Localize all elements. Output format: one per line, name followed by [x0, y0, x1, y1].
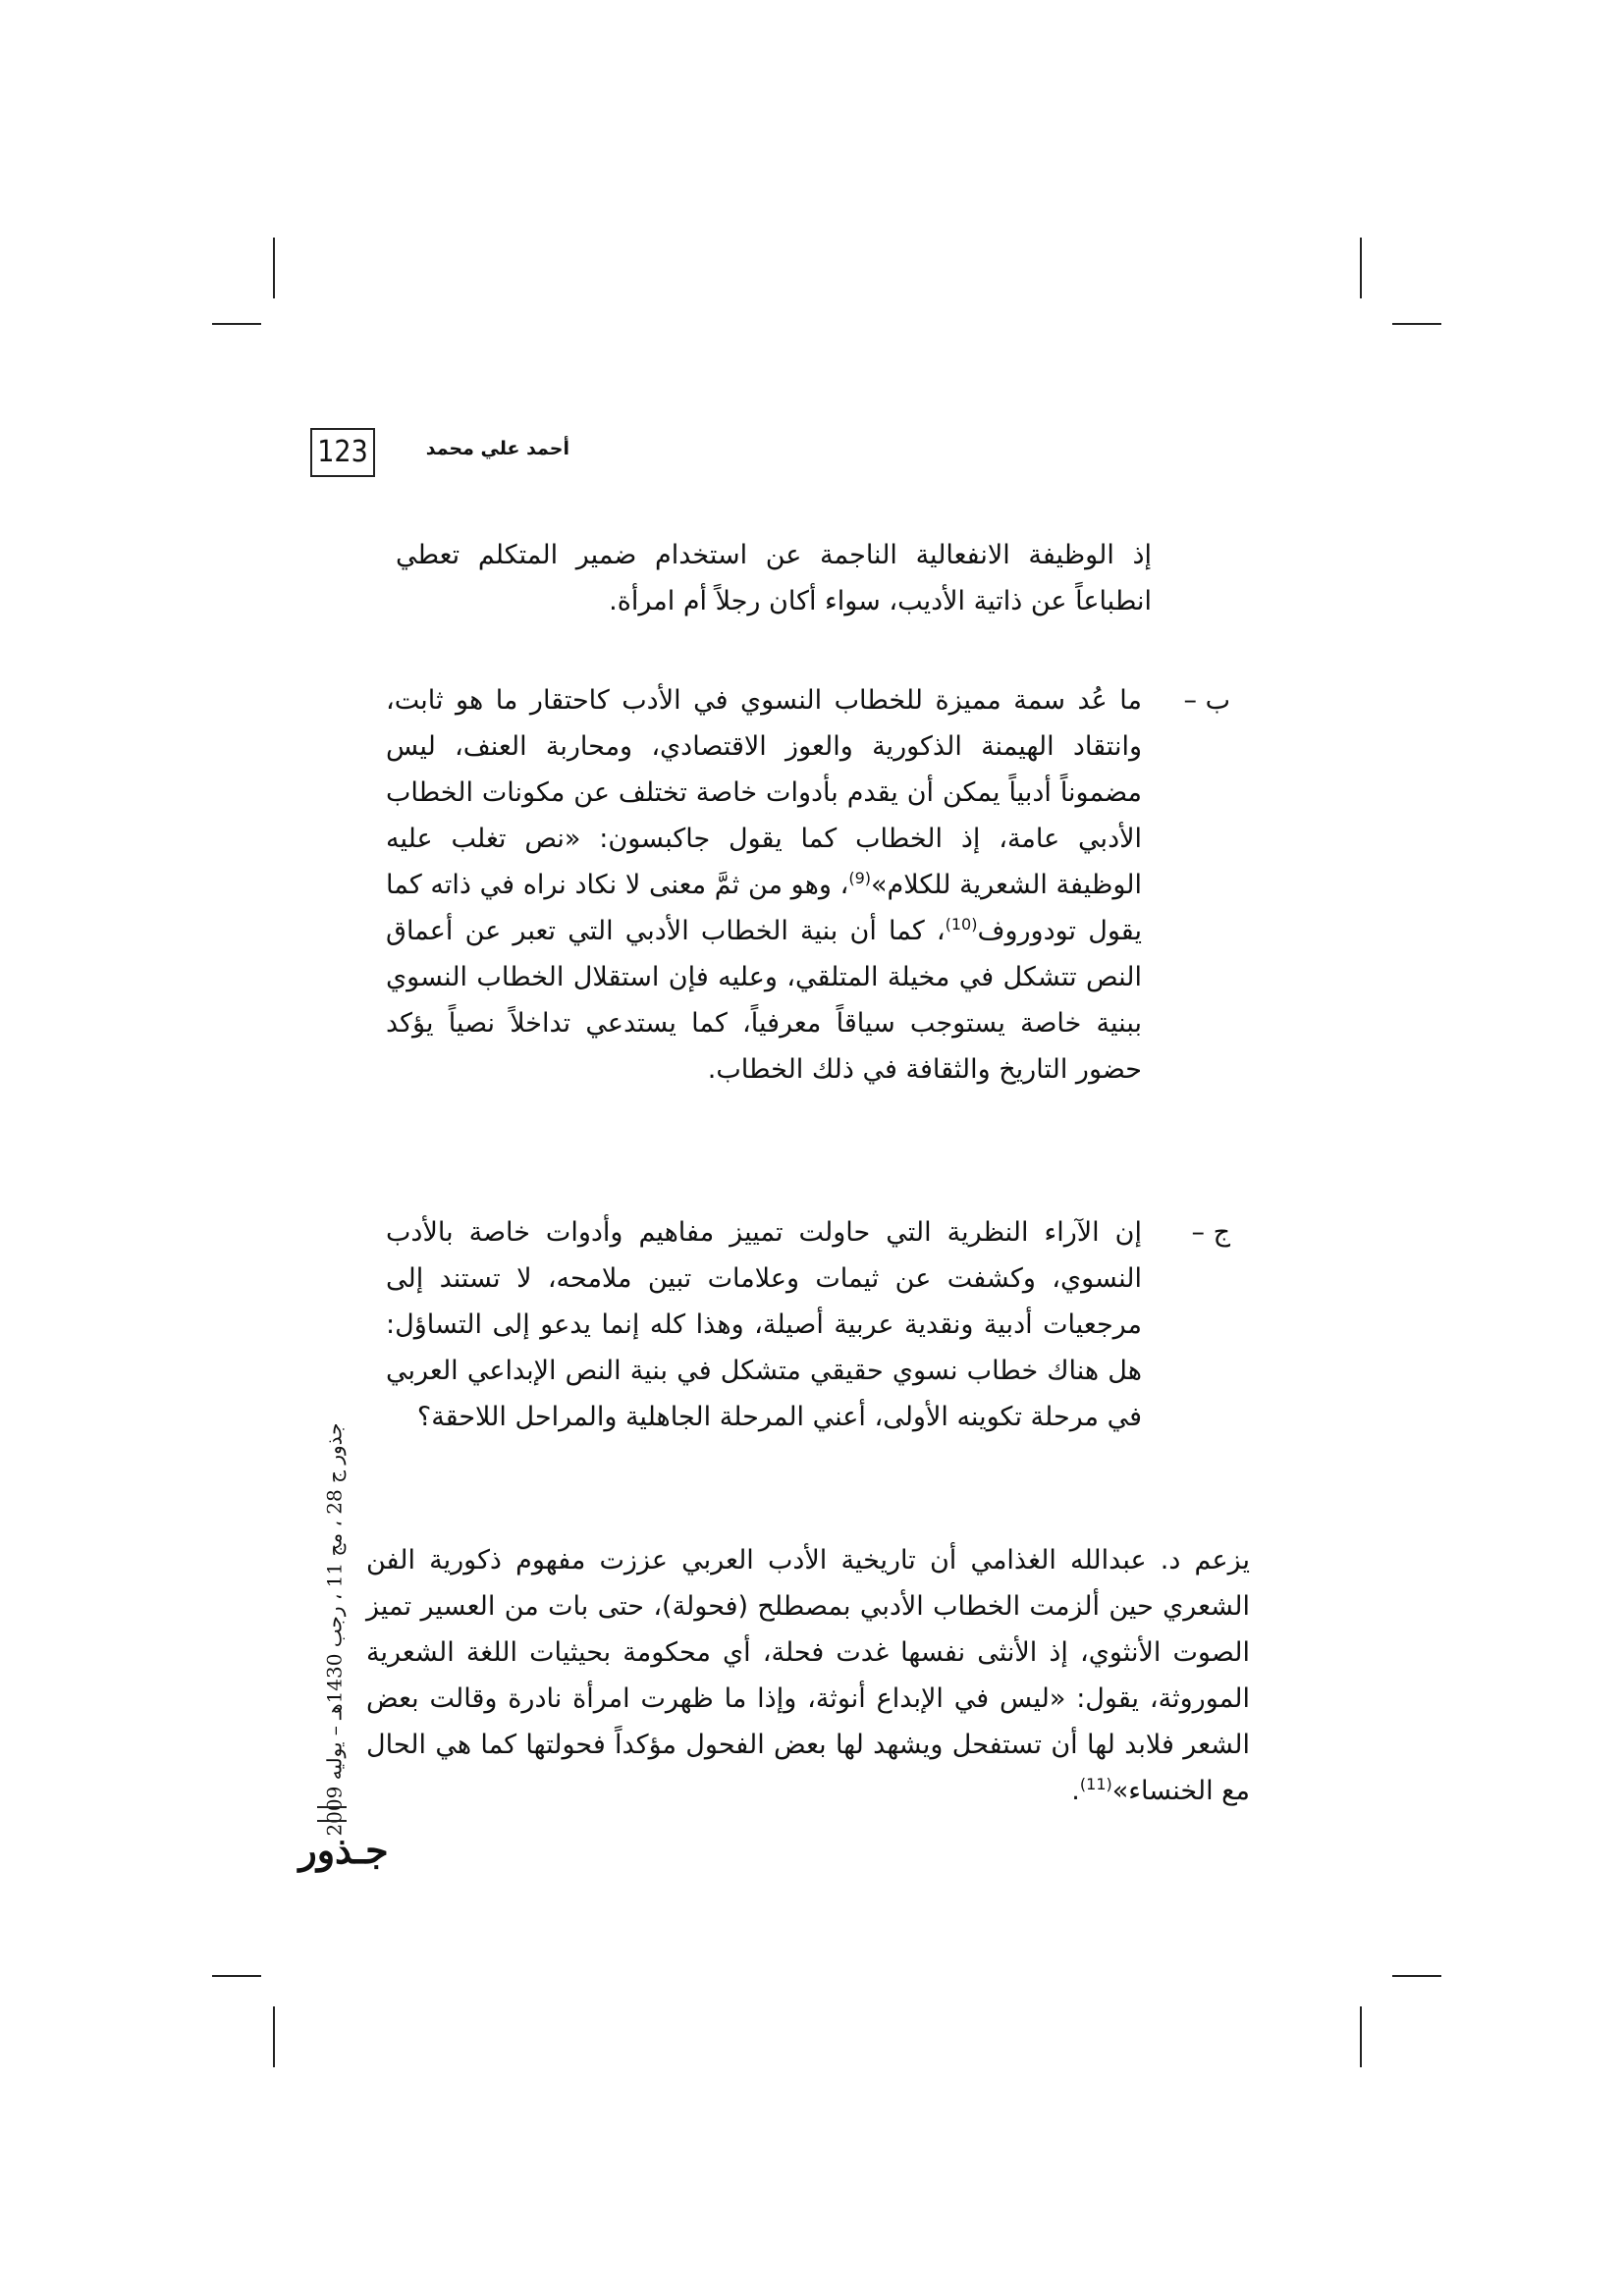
journal-logo: جـذور — [298, 1828, 389, 1872]
crop-mark-bottom-right-horizontal — [1392, 1975, 1441, 1977]
crop-mark-top-left-vertical — [273, 238, 275, 298]
sidebar-divider — [317, 1806, 347, 1822]
list-item-c — [386, 1209, 1230, 1440]
issue-info-caption — [312, 1422, 356, 1837]
paragraph-intro: إذ الوظيفة الانفعالية الناجمة عن استخدام ضمير المتكلم تعطي انطباعاً عن ذاتية الأديب، سواء أكان رجلاً أم امرأة. — [396, 540, 1152, 616]
page-number: 123 — [310, 428, 375, 477]
footnote-ref-11: (11) — [1079, 1775, 1112, 1793]
crop-mark-bottom-right-vertical — [1360, 2006, 1362, 2067]
issue-info-text: جذور ج 28 ، مج 11 ، رجب 1430هـ – يوليه 2009 — [322, 1422, 347, 1837]
crop-mark-top-right-horizontal — [1392, 323, 1441, 325]
running-header-author: أحمد علي محمد — [425, 438, 569, 459]
list-item-label: ج – — [1191, 1217, 1230, 1248]
crop-mark-bottom-left-vertical — [273, 2006, 275, 2067]
list-item-text: ما عُد سمة مميزة للخطاب النسوي في الأدب كاحتقار ما هو ثابت، وانتقاد الهيمنة الذكورية والعوز الاقتصادي، ومحاربة العنف، ليس مضموناً أدبياً يمكن أن يقدم بأدوات خاصة تختلف عن مكونات الخطاب الأدبي عامة، إذ الخطاب كما يقول جاكبسون: «نص تغلب عليه الوظيفة الشعرية للكلام»$^{(9)}$، وهو من ثمَّ معنى لا نكاد نراه في ذاته كما يقول تودوروف$^{(10)}$، كما أن بنية الخطاب الأدبي التي تعبر عن أعماق النص تتشكل في مخيلة المتلقي، وعليه فإن استقلال الخطاب النسوي ببنية خاصة يستوجب سياقاً معرفياً، كما يستدعي تداخلاً نصياً يؤكد حضور التاريخ والثقافة في ذلك الخطاب. — [386, 685, 1142, 1085]
list-item-label: ب – — [1183, 685, 1230, 716]
list-item-text: إن الآراء النظرية التي حاولت تمييز مفاهيم وأدوات خاصة بالأدب النسوي، وكشفت عن ثيمات وعلامات تبين ملامحه، لا تستند إلى مرجعيات أدبية ونقدية عربية أصيلة، وهذا كله إنما يدعو إلى التساؤل: هل هناك خطاب نسوي حقيقي متشكل في بنية النص الإبداعي العربي في مرحلة تكوينه الأولى، أعني المرحلة الجاهلية والمراحل اللاحقة؟ — [386, 1217, 1142, 1432]
footnote-ref-10: (10) — [945, 915, 978, 934]
crop-mark-top-left-horizontal — [212, 323, 261, 325]
crop-mark-bottom-left-horizontal — [212, 1975, 261, 1977]
list-item-b — [386, 677, 1230, 1093]
crop-mark-top-right-vertical — [1360, 238, 1362, 298]
paragraph-closing: يزعم د. عبدالله الغذامي أن تاريخية الأدب العربي عززت مفهوم ذكورية الفن الشعري حين ألزمت الخطاب الأدبي بمصطلح (فحولة)، حتى بات من العسير تميز الصوت الأنثوي، إذ الأنثى نفسها غدت فحلة، أي محكومة بحيثيات اللغة الشعرية الموروثة، يقول: «ليس في الإبداع أنوثة، وإذا ما ظهرت امرأة نادرة وقالت بعض الشعر فلابد لها أن تستفحل ويشهد لها بعض الفحول مؤكداً فحولتها كما هي الحال مع الخنساء»$^{(11)}$. — [366, 1545, 1250, 1806]
footnote-ref-9: (9) — [848, 869, 871, 887]
